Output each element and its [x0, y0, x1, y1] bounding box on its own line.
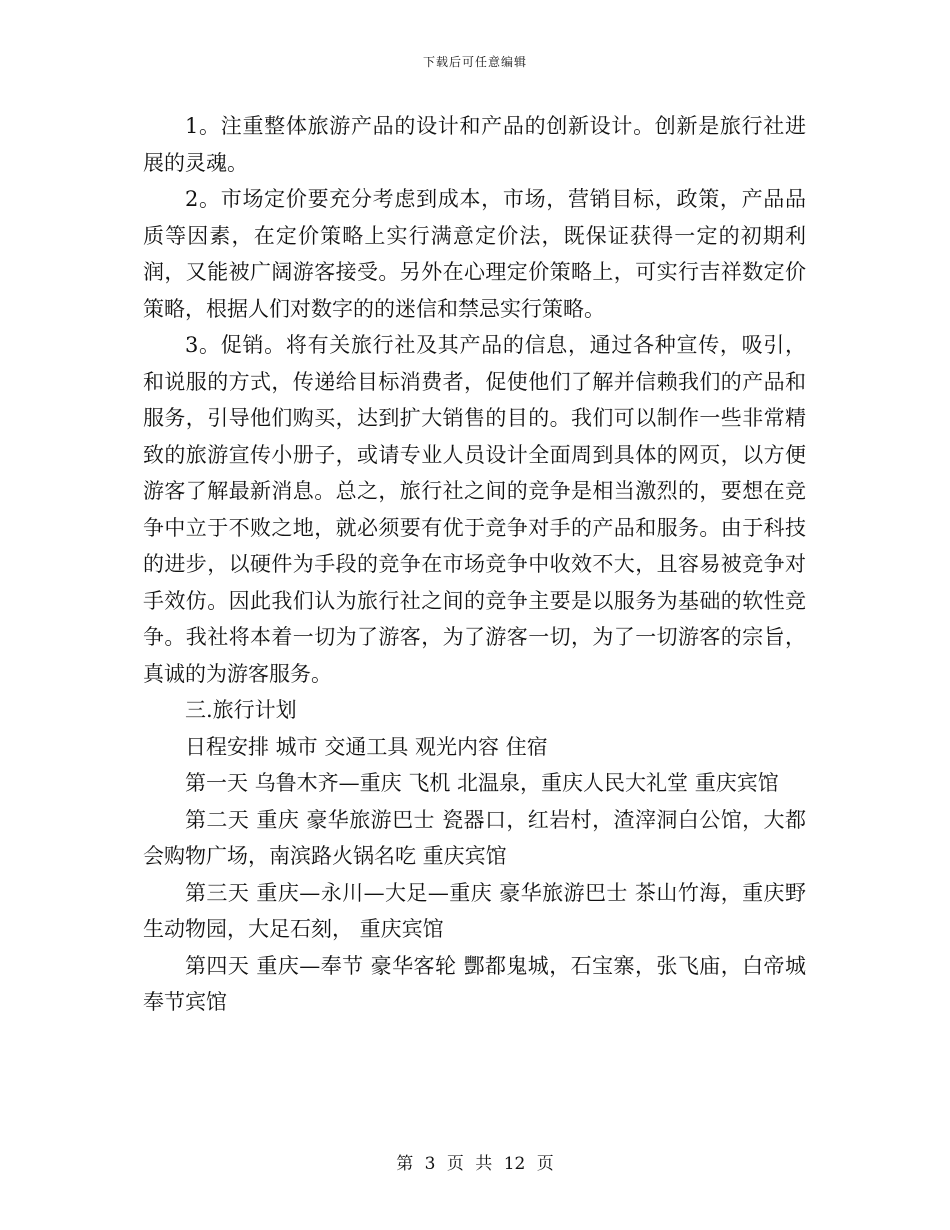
schedule-day-2: 第二天 重庆 豪华旅游巴士 瓷器口，红岩村，渣滓洞白公馆，大都会购物广场，南滨路火锅名吃 重庆宾馆	[143, 807, 806, 868]
schedule-header-row: 日程安排 城市 交通工具 观光内容 住宿	[185, 734, 548, 759]
page-number-footer: 第 3 页 共 12 页	[396, 1154, 554, 1174]
paragraph-promotion: 3。促销。将有关旅行社及其产品的信息，通过各种宣传，吸引，和说服的方式，传递给目标消费者，促使他们了解并信赖我们的产品和服务，引导他们购买，达到扩大销售的目的。我们可以制作一些非常精致的旅游宣传小册子，或请专业人员设计全面周到具体的网页，以方便游客了解最新消息。总之，旅行社之间的竞争是相当激烈的，要想在竞争中立于不败之地，就必须要有优于竞争对手的产品和服务。由于科技的进步，以硬件为手段的竞争在市场竞争中收效不大，且容易被竞争对手效仿。因此我们认为旅行社之间的竞争主要是以服务为基础的软性竞争。我社将本着一切为了游客，为了游客一切，为了一切游客的宗旨，真诚的为游客服务。	[143, 333, 806, 686]
section-heading-travel-plan: 三.旅行计划	[185, 698, 297, 722]
document-body	[143, 108, 806, 1021]
page-header: 下载后可任意编辑	[422, 55, 527, 69]
schedule-day-1: 第一天 乌鲁木齐—重庆 飞机 北温泉，重庆人民大礼堂 重庆宾馆	[185, 771, 779, 795]
schedule-day-4: 第四天 重庆—奉节 豪华客轮 酆都鬼城，石宝寨，张飞庙，白帝城 奉节宾馆	[143, 953, 806, 1014]
schedule-day-3: 第三天 重庆—永川—大足—重庆 豪华旅游巴士 茶山竹海，重庆野生动物园，大足石刻， 重庆宾馆	[143, 880, 806, 941]
paragraph-innovation: 1。注重整体旅游产品的设计和产品的创新设计。创新是旅行社进展的灵魂。	[143, 114, 806, 175]
paragraph-pricing: 2。市场定价要充分考虑到成本，市场，营销目标，政策，产品品质等因素，在定价策略上实行满意定价法，既保证获得一定的初期利润，又能被广阔游客接受。另外在心理定价策略上，可实行吉祥数定价策略，根据人们对数字的的迷信和禁忌实行策略。	[143, 187, 806, 321]
